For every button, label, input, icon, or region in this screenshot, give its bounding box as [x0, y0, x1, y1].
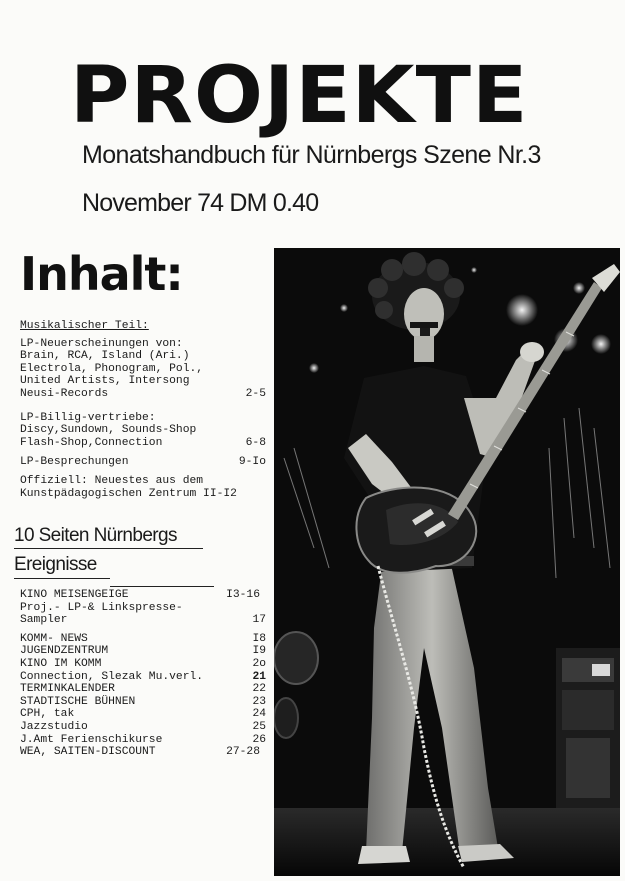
toc-entry: [20, 412, 270, 450]
divider: [110, 586, 214, 587]
divider: [14, 548, 203, 549]
toc-events-section: [20, 589, 270, 759]
toc-line-text: STADTISCHE BÜHNEN: [20, 695, 136, 708]
toc-line-text: Jazzstudio: [20, 720, 88, 733]
toc-entry: [20, 614, 270, 627]
toc-line: Proj.- LP-& Linkspresse-: [20, 601, 183, 614]
toc-page-number: 26: [252, 733, 266, 746]
toc-page-number: 23: [252, 695, 266, 708]
toc-entry: [20, 645, 270, 658]
toc-entry: [20, 734, 270, 747]
section-heading-events-line1: 10 Seiten Nürnbergs: [14, 525, 177, 546]
toc-line-text: KINO MEISENGEIGE: [20, 589, 129, 601]
contents-heading: Inhalt:: [20, 247, 183, 301]
toc-entry: [20, 456, 270, 469]
toc-entry: [20, 633, 270, 646]
guitarist-illustration: [274, 248, 620, 876]
toc-line-text: Neusi-Records: [20, 387, 109, 400]
toc-entry: [20, 589, 270, 602]
toc-page-number: 6-8: [245, 436, 266, 449]
toc-line: Kunstpädagogischen Zentrum II-I2: [20, 487, 237, 500]
toc-line-text: LP-Besprechungen: [20, 456, 129, 469]
toc-entry: [20, 671, 270, 684]
toc-line: Offiziell: Neuestes aus dem: [20, 474, 204, 487]
section-heading-events-line2: Ereignisse: [14, 554, 97, 575]
toc-entry: [20, 708, 270, 721]
toc-entry: [20, 658, 270, 671]
toc-line: [20, 437, 270, 450]
magazine-subtitle: Monatshandbuch für Nürnbergs Szene Nr.3: [82, 141, 541, 169]
toc-line: Electrola, Phonogram, Pol.,: [20, 362, 204, 375]
guitarist-photo: [274, 248, 620, 876]
toc-line-text: KINO IM KOMM: [20, 657, 102, 670]
toc-entry: [20, 696, 270, 709]
toc-page-number: 25: [252, 720, 266, 733]
toc-page-number: 22: [252, 683, 266, 696]
toc-page-number: 24: [252, 708, 266, 721]
toc-line-text: Sampler: [20, 614, 68, 627]
toc-page-number: 21: [252, 670, 266, 683]
toc-page-number: I8: [252, 632, 266, 645]
toc-entry: [20, 746, 270, 759]
toc-entry: [20, 721, 270, 734]
toc-line-text: JUGENDZENTRUM: [20, 645, 109, 658]
toc-page-number: 27-28: [226, 746, 260, 759]
toc-entry: [20, 475, 270, 500]
toc-line-text: J.Amt Ferienschikurse: [20, 733, 163, 746]
toc-entry: [20, 683, 270, 696]
toc-line-text: Connection, Slezak Mu.verl.: [20, 670, 204, 683]
toc-page-number: 9-Io: [238, 456, 266, 469]
toc-page-number: 2o: [252, 657, 266, 670]
toc-line-text: WEA, SAITEN-DISCOUNT: [20, 746, 156, 759]
toc-entry: [20, 338, 270, 401]
toc-line: LP-Billig-vertriebe:: [20, 411, 156, 424]
issue-info: November 74 DM 0.40: [82, 189, 319, 217]
toc-line-text: TERMINKALENDER: [20, 683, 115, 696]
toc-line: LP-Neuerscheinungen von:: [20, 337, 183, 350]
toc-page-number: I3-16: [226, 589, 260, 601]
toc-line: United Artists, Intersong: [20, 375, 190, 388]
toc-line: [20, 388, 270, 401]
toc-page-number: I9: [252, 645, 266, 658]
divider: [14, 578, 110, 579]
toc-music-section: [20, 320, 270, 500]
toc-line: Brain, RCA, Island (Ari.): [20, 350, 190, 363]
toc-line: Discy,Sundown, Sounds-Shop: [20, 424, 197, 437]
magazine-title: PROJEKTE: [70, 51, 529, 141]
toc-line-text: CPH, tak: [20, 708, 75, 721]
toc-line-text: KOMM- NEWS: [20, 632, 88, 645]
toc-page-number: 2-5: [245, 387, 266, 400]
section-heading-music: Musikalischer Teil:: [20, 320, 149, 332]
toc-line-text: Flash-Shop,Connection: [20, 436, 163, 449]
toc-page-number: 17: [252, 614, 266, 627]
